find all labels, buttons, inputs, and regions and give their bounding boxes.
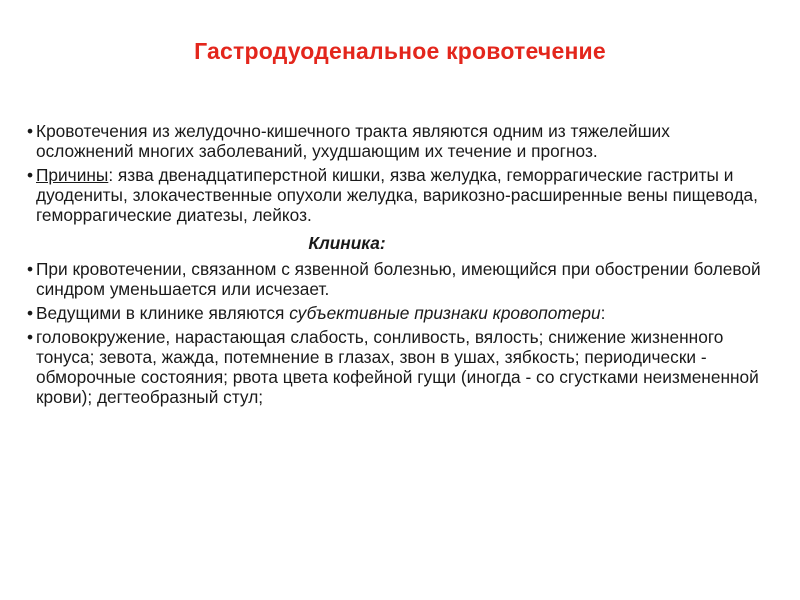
causes-label: Причины xyxy=(36,165,109,185)
slide-body xyxy=(27,121,767,411)
causes-text: : язва двенадцатиперстной кишки, язва желудка, геморрагические гастриты и дуодениты, злокачественные опухоли желудка, варикозно-расширенные вены пищевода, геморрагические диатезы, лейкоз. xyxy=(36,165,758,225)
bullet-complications xyxy=(27,121,767,161)
bullet-complications-text: Кровотечения из желудочно-кишечного тракта являются одним из тяжелейших осложнений многих заболеваний, ухудшающим их течение и прогноз. xyxy=(36,121,670,161)
bullet-causes xyxy=(27,165,767,225)
slide-title: Гастродуоденальное кровотечение xyxy=(194,38,606,64)
bullet-pain-syndrome xyxy=(27,259,767,299)
bullet-pain-syndrome-text: При кровотечении, связанном с язвенной болезнью, имеющийся при обострении болевой синдром уменьшается или исчезает. xyxy=(36,259,761,299)
bullet-leading-signs xyxy=(27,303,767,323)
leading-signs-italic: субъективные признаки кровопотери xyxy=(289,303,601,323)
bullet-symptoms xyxy=(27,327,767,407)
clinic-heading: Клиника: xyxy=(308,233,386,253)
leading-signs-prefix: Ведущими в клинике являются xyxy=(36,303,290,323)
bullet-symptoms-text: головокружение, нарастающая слабость, сонливость, вялость; снижение жизненного тонуса; зевота, жажда, потемнение в глазах, звон в ушах, зябкость; периодически - обморочные состояния; рвота цвета кофейной гущи (иногда - со сгустками неизмененной крови); дегтеобразный стул; xyxy=(36,327,759,407)
leading-signs-suffix: : xyxy=(600,303,606,323)
